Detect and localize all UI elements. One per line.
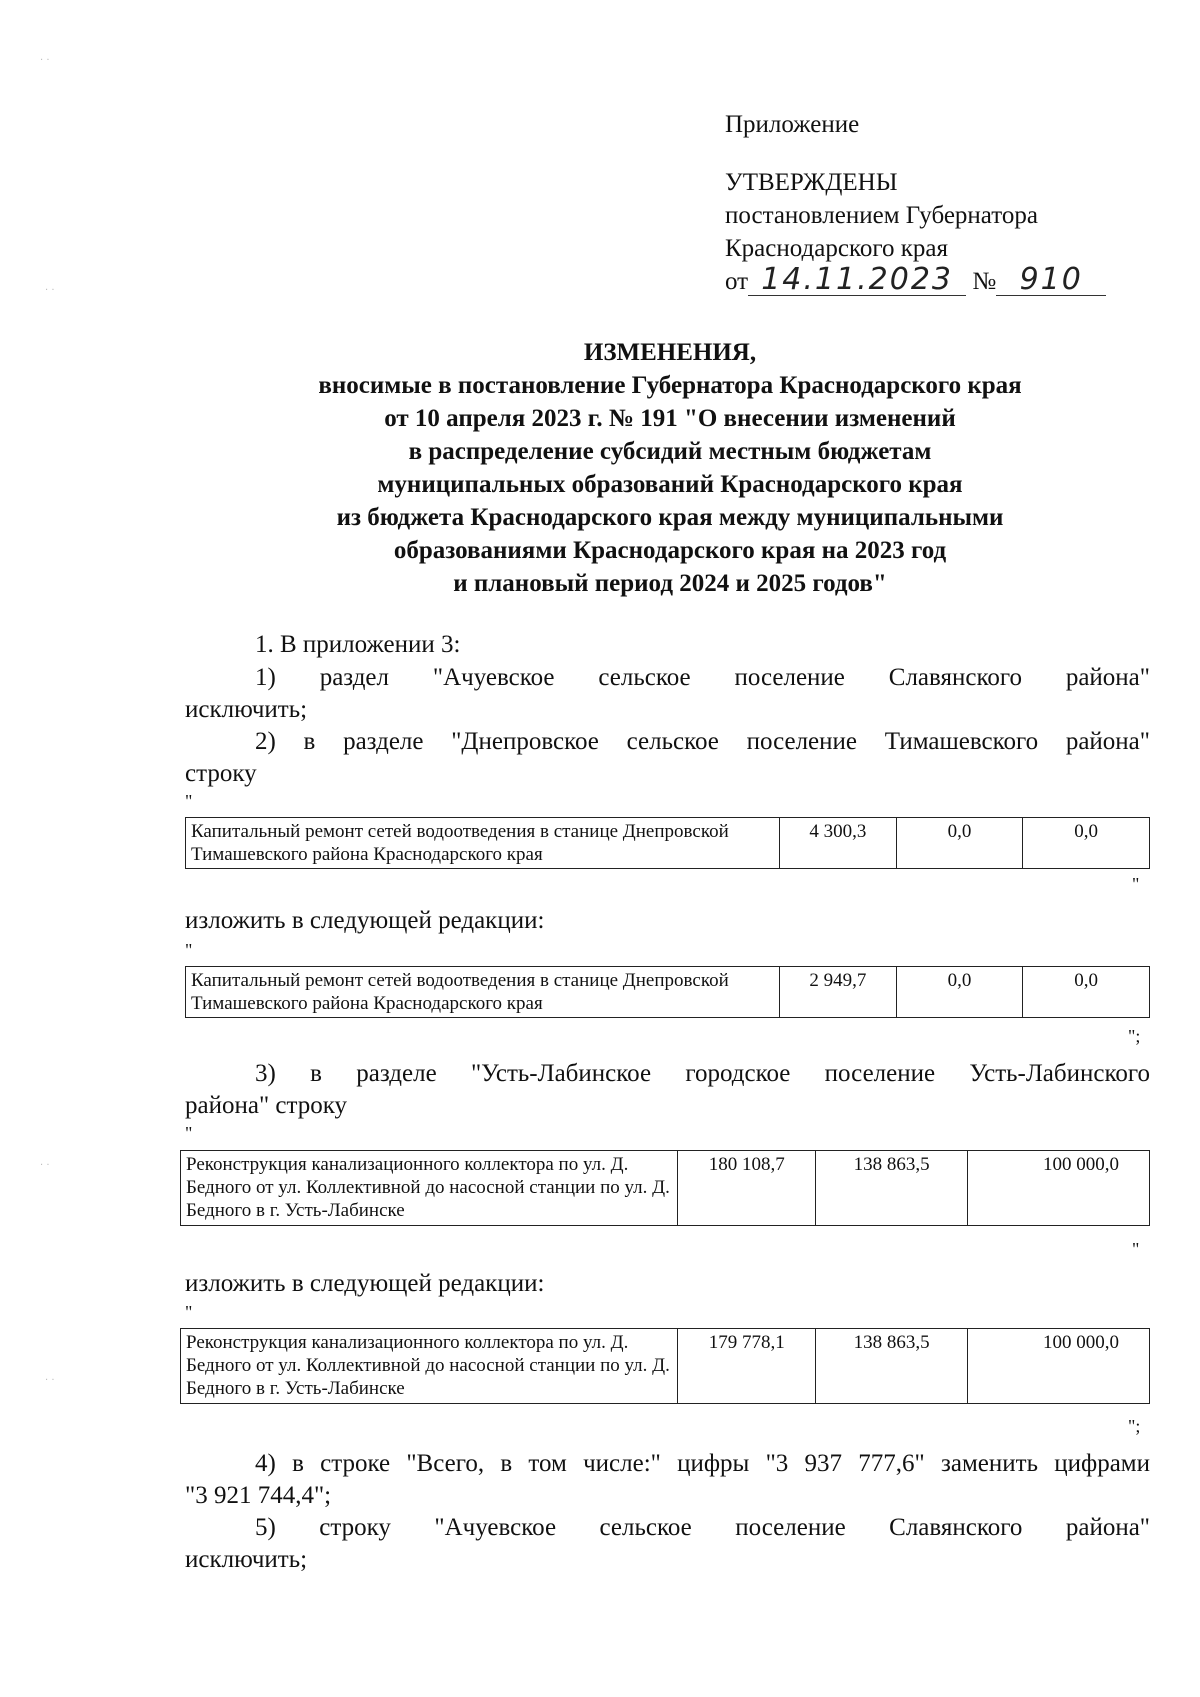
quote-open: " — [185, 1302, 193, 1322]
project-name-cell: Реконструкция канализационного коллектора по ул. Д. Бедного от ул. Коллективной до насосной станции по ул. Д. Бедного в г. Усть-Лабинске — [181, 1151, 678, 1226]
title-line: образованиями Краснодарского края на 2023 год — [393, 537, 947, 564]
title-line: от 10 апреля 2023 г. № 191 "О внесении изменений — [384, 405, 956, 432]
replace-label-2: изложить в следующей редакции: — [185, 1270, 545, 1297]
table-row-new-ust-labinsk — [180, 1328, 1150, 1404]
annex-block — [725, 108, 1106, 298]
project-name-cell: Реконструкция канализационного коллектора по ул. Д. Бедного от ул. Коллективной до насосной станции по ул. Д. Бедного в г. Усть-Лабинске — [181, 1329, 678, 1404]
title-line: вносимые в постановление Губернатора Краснодарского края — [318, 372, 1022, 399]
handwritten-date: 14.11.2023 — [748, 265, 966, 296]
date-prefix: от — [725, 268, 749, 295]
value-2025-cell: 100 000,0 — [968, 1151, 1150, 1226]
value-2023-cell: 180 108,7 — [678, 1151, 816, 1226]
item-1-2-line-a: 2) в разделе "Днепровское сельское поселение Тимашевского района" — [255, 728, 1150, 755]
value-2024-cell: 138 863,5 — [816, 1329, 968, 1404]
value-2025-cell: 0,0 — [1023, 967, 1150, 1018]
approved-label: УТВЕРЖДЕНЫ — [725, 169, 898, 196]
annex-label: Приложение — [725, 111, 860, 138]
item-1-5-line-a: 5) строку "Ачуевское сельское поселение Славянского района" — [255, 1514, 1150, 1541]
title-line: и плановый период 2024 и 2025 годов" — [453, 570, 887, 597]
approved-line-1: постановлением Губернатора — [725, 202, 1038, 229]
quote-open: " — [185, 940, 193, 960]
number-prefix: № — [972, 268, 997, 295]
approved-line-2: Краснодарского края — [725, 235, 948, 262]
item-1-1-line-a: 1) раздел "Ачуевское сельское поселение Славянского района" — [255, 664, 1150, 691]
project-name-cell: Капитальный ремонт сетей водоотведения в станице Днепровской Тимашевского района Краснодарского края — [186, 967, 780, 1018]
value-2024-cell: 0,0 — [896, 818, 1023, 869]
item-1-4-line-b: "3 921 744,4"; — [185, 1482, 332, 1509]
item-1-3-line-b: района" строку — [185, 1092, 348, 1119]
value-2025-cell: 100 000,0 — [968, 1329, 1150, 1404]
title-line: муниципальных образований Краснодарского края — [377, 471, 963, 498]
item-1-5-line-b: исключить; — [185, 1546, 308, 1573]
item-1: 1. В приложении 3: — [255, 631, 461, 658]
value-2024-cell: 0,0 — [896, 967, 1023, 1018]
title-line: в распределение субсидий местным бюджетам — [408, 438, 932, 465]
handwritten-number: 910 — [996, 265, 1106, 296]
value-2023-cell: 4 300,3 — [780, 818, 897, 869]
title-line: ИЗМЕНЕНИЯ, — [583, 339, 757, 366]
item-1-3-line-a: 3) в разделе "Усть-Лабинское городское поселение Усть-Лабинского — [255, 1060, 1150, 1087]
date-number-line — [725, 262, 1106, 298]
title-line: из бюджета Краснодарского края между муниципальными — [336, 504, 1004, 531]
item-1-1-line-b: исключить; — [185, 696, 308, 723]
value-2023-cell: 2 949,7 — [780, 967, 897, 1018]
item-1-2-line-b: строку — [185, 760, 257, 787]
table-row-old-dneprovskaya — [185, 817, 1150, 869]
quote-open: " — [185, 1123, 193, 1143]
scan-speck: · · — [40, 1160, 50, 1171]
value-2024-cell: 138 863,5 — [816, 1151, 968, 1226]
quote-close-semicolon: "; — [1128, 1416, 1141, 1436]
item-1-4-line-a: 4) в строке "Всего, в том числе:" цифры "3 937 777,6" заменить цифрами — [255, 1450, 1150, 1477]
scan-speck: · · — [45, 285, 55, 296]
document-title — [190, 336, 1150, 600]
value-2023-cell: 179 778,1 — [678, 1329, 816, 1404]
table-row-old-ust-labinsk — [180, 1150, 1150, 1226]
scan-speck: · · — [40, 55, 50, 66]
scan-speck: · · — [45, 1375, 55, 1386]
project-name-cell: Капитальный ремонт сетей водоотведения в станице Днепровской Тимашевского района Краснодарского края — [186, 818, 780, 869]
quote-open: " — [185, 791, 193, 811]
table-row-new-dneprovskaya — [185, 966, 1150, 1018]
quote-close: " — [1132, 1239, 1140, 1259]
value-2025-cell: 0,0 — [1023, 818, 1150, 869]
replace-label-1: изложить в следующей редакции: — [185, 907, 545, 934]
quote-close: " — [1132, 874, 1140, 894]
quote-close-semicolon: "; — [1128, 1026, 1141, 1046]
